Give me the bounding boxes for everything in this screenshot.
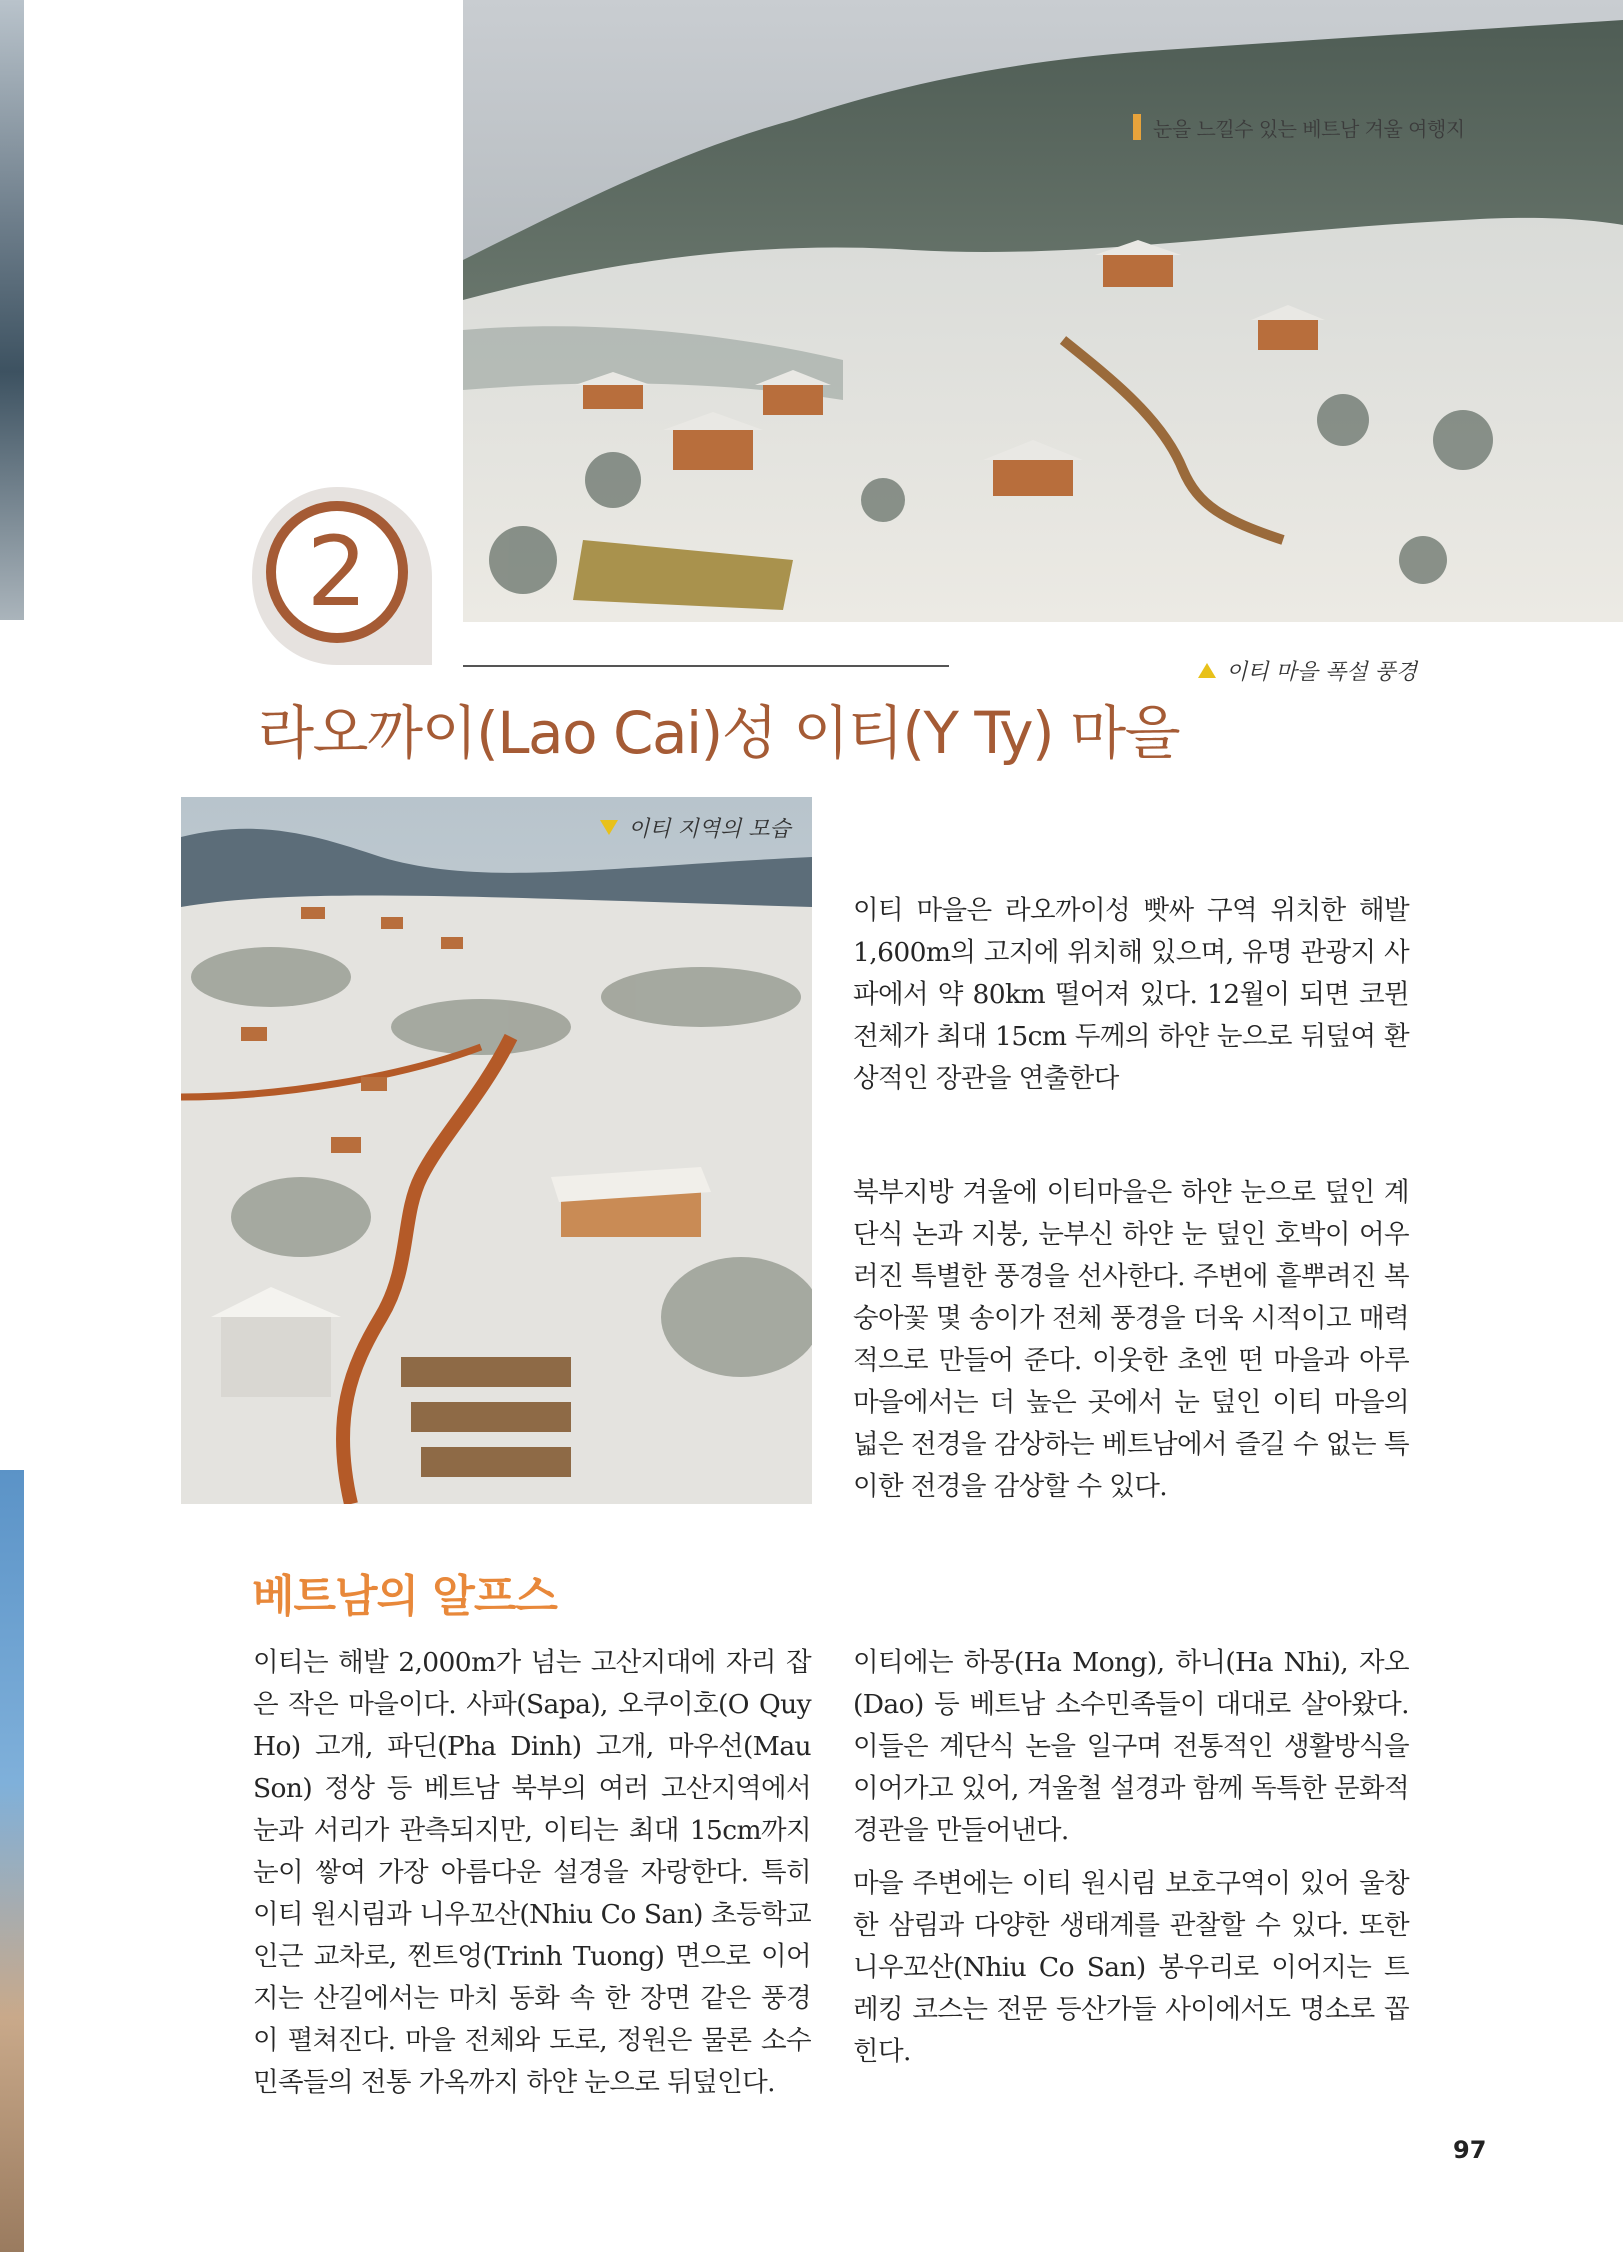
paragraph-intro: 이티 마을은 라오까이성 빳싸 구역 위치한 해발 1,600m의 고지에 위치해 있으며, 유명 관광지 사파에서 약 80km 떨어져 있다. 12월이 되면 코뮌 전체가 최대 15cm 두께의 하얀 눈으로 뒤덮여 환상적인 장관을 연출한다	[853, 895, 1409, 1094]
paragraph-forest-trekking: 마을 주변에는 이티 원시림 보호구역이 있어 울창한 삼림과 다양한 생태계를 관찰할 수 있다. 또한 니우꼬산(Nhiu Co San) 봉우리로 이어지는 트레킹 코스는 전문 등산가들 사이에서도 명소로 꼽힌다.	[853, 1868, 1409, 2067]
page-title: 라오까이(Lao Cai)성 이티(Y Ty) 마을	[258, 699, 1180, 767]
section-number: 2	[306, 516, 368, 628]
title-rule	[463, 665, 949, 667]
section-tag	[1133, 113, 1465, 141]
tag-bar	[1133, 114, 1141, 140]
subheading: 베트남의 알프스	[252, 1571, 557, 1622]
caption-triangle-icon	[1198, 663, 1216, 678]
paragraph-alps: 이티는 해발 2,000m가 넘는 고산지대에 자리 잡은 작은 마을이다. 사파(Sapa), 오쿠이호(O Quy Ho) 고개, 파딘(Pha Dinh) 고개, 마우선(Mau Son) 정상 등 베트남 북부의 여러 고산지역에서 눈과 서리가 관측되지만, 이티는 최대 15cm까지 눈이 쌓여 가장 아름다운 설경을 자랑한다. 특히 이티 원시림과 니우꼬산(Nhiu Co San) 초등학교 인근 교차로, 찐트엉(Trinh Tuong) 면으로 이어지는 산길에서는 마치 동화 속 한 장면 같은 풍경이 펼쳐진다. 마을 전체와 도로, 정원은 물론 소수민족들의 전통 가옥까지 하얀 눈으로 뒤덮인다.	[253, 1647, 811, 2098]
photo2-caption	[600, 812, 791, 843]
hero-photo-snowy-village	[463, 0, 1623, 622]
adjacent-page-edge	[0, 0, 24, 2252]
hero-caption-text: 이티 마을 폭설 풍경	[1226, 660, 1417, 685]
photo2-caption-text: 이티 지역의 모습	[628, 817, 791, 842]
paragraph-ethnic-groups: 이티에는 하몽(Ha Mong), 하니(Ha Nhi), 자오(Dao) 등 베트남 소수민족들이 대대로 살아왔다. 이들은 계단식 논을 일구며 전통적인 생활방식을 이어가고 있어, 겨울철 설경과 함께 독특한 문화적 경관을 만들어낸다.	[853, 1647, 1409, 1846]
page-number: 97	[1453, 2136, 1487, 2164]
section-tag-text: 눈을 느낄수 있는 베트남 겨울 여행지	[1153, 116, 1465, 141]
caption-triangle-icon	[600, 820, 618, 835]
aerial-village-photo	[181, 797, 812, 1504]
paragraph-winter-scenery: 북부지방 겨울에 이티마을은 하얀 눈으로 덮인 계단식 논과 지붕, 눈부신 하얀 눈 덮인 호박이 어우러진 특별한 풍경을 선사한다. 주변에 흩뿌려진 복숭아꽃 몇 송이가 전체 풍경을 더욱 시적이고 매력적으로 만들어 준다. 이웃한 초엔 떤 마을과 아루 마을에서는 더 높은 곳에서 눈 덮인 이티 마을의 넓은 전경을 감상하는 베트남에서 즐길 수 없는 특이한 전경을 감상할 수 있다.	[853, 1177, 1409, 1502]
hero-caption	[1198, 655, 1417, 686]
